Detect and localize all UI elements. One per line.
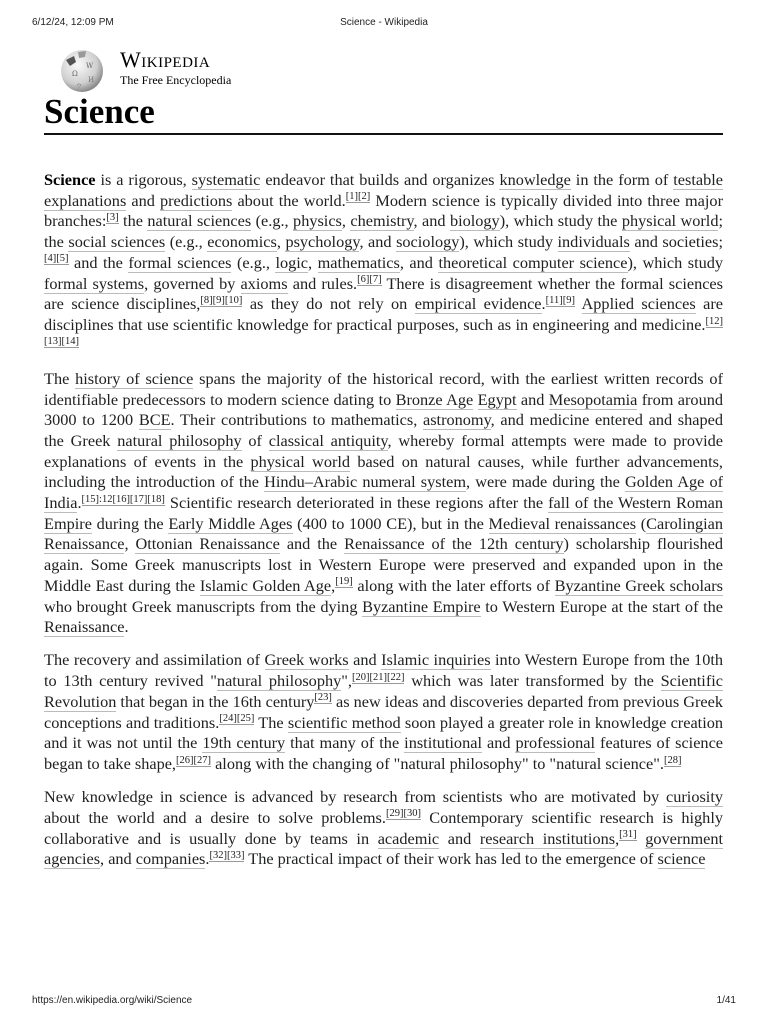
text: , governed by bbox=[144, 273, 241, 293]
text: (e.g., bbox=[251, 211, 294, 231]
text: as new ideas and discoveries departed from previous Greek conceptions and traditions. bbox=[44, 691, 723, 732]
text: (e.g., bbox=[231, 252, 276, 272]
article-link[interactable]: Carolingian Renaissance bbox=[44, 513, 723, 554]
article-link[interactable]: individuals bbox=[557, 232, 630, 252]
citation-link[interactable]: [19] bbox=[335, 576, 353, 588]
paragraph bbox=[44, 170, 723, 356]
citation-ref bbox=[82, 494, 165, 506]
article-link[interactable]: science bbox=[657, 849, 706, 869]
text: the bbox=[118, 211, 148, 231]
citation-ref bbox=[219, 713, 254, 725]
text: and rules. bbox=[287, 273, 358, 293]
text: and bbox=[439, 828, 480, 848]
article-body bbox=[44, 170, 723, 910]
text: along with the changing of "natural philosophy" to "natural science". bbox=[211, 753, 664, 773]
text bbox=[637, 829, 646, 848]
article-link[interactable]: psychology bbox=[285, 232, 360, 252]
paragraph bbox=[44, 787, 723, 870]
text: . bbox=[541, 294, 546, 314]
article-link[interactable]: Ottonian Renaissance bbox=[135, 534, 280, 554]
text: . bbox=[124, 617, 129, 637]
wikipedia-globe-logo-icon[interactable] bbox=[60, 46, 104, 94]
article-link[interactable]: professional bbox=[515, 733, 596, 753]
text: There is disagreement whether the formal sciences are science disciplines, bbox=[44, 273, 723, 314]
article-link[interactable]: astronomy bbox=[422, 410, 491, 430]
text: soon played a greater role in knowledge creation and it was not until the bbox=[44, 712, 723, 753]
article-link[interactable]: companies bbox=[135, 849, 206, 869]
text: of bbox=[241, 430, 269, 450]
svg-text:ウ: ウ bbox=[76, 83, 83, 90]
text: . bbox=[77, 493, 82, 513]
citation-ref bbox=[314, 692, 332, 704]
text: ), which study bbox=[459, 232, 558, 252]
citation-link[interactable]: [6][7] bbox=[357, 274, 382, 286]
citation-ref bbox=[619, 829, 637, 841]
article-link[interactable]: Golden Age of India bbox=[44, 472, 723, 513]
text: Contemporary scientific research is highly collaborative and is usually done by teams in bbox=[44, 807, 723, 848]
paragraph bbox=[44, 650, 723, 774]
text: . bbox=[205, 849, 210, 869]
svg-text:W: W bbox=[86, 62, 94, 70]
text: is a rigorous, bbox=[95, 170, 192, 189]
citation-ref bbox=[386, 808, 421, 820]
article-link[interactable]: Greek works bbox=[264, 650, 349, 670]
article-link[interactable]: Scientific Revolution bbox=[44, 671, 723, 711]
article-link[interactable]: curiosity bbox=[666, 787, 723, 807]
article-link[interactable]: Hindu–Arabic numeral system bbox=[264, 472, 467, 492]
article-link[interactable]: physical world bbox=[621, 211, 719, 231]
text: ), which study bbox=[627, 252, 723, 272]
article-link[interactable]: Mesopotamia bbox=[548, 389, 638, 409]
text: , bbox=[331, 575, 336, 595]
article-link[interactable]: academic bbox=[377, 828, 440, 848]
article-link[interactable]: predictions bbox=[160, 190, 233, 210]
text: about the world. bbox=[232, 190, 346, 210]
text: , and bbox=[359, 232, 397, 252]
citation-link[interactable]: [20][21][22] bbox=[351, 671, 405, 683]
text: and societies; bbox=[629, 232, 723, 252]
article-link[interactable]: Early Middle Ages bbox=[168, 513, 293, 533]
citation-link[interactable]: [11][9] bbox=[545, 294, 575, 306]
citation-ref bbox=[352, 672, 404, 684]
text: (400 to 1000 CE), but in the bbox=[292, 513, 489, 533]
text: during the bbox=[91, 513, 169, 533]
svg-text:И: И bbox=[88, 76, 95, 84]
article-link[interactable]: biology bbox=[449, 211, 500, 231]
citation-ref bbox=[357, 274, 382, 286]
article-link[interactable]: 19th century bbox=[202, 733, 286, 753]
article-link[interactable]: theoretical computer science bbox=[438, 252, 628, 272]
text: . Their contributions to mathematics, bbox=[170, 410, 423, 430]
text: about the world and a desire to solve problems. bbox=[44, 807, 386, 827]
text: and bbox=[126, 190, 160, 210]
article-link[interactable]: Medieval renaissances bbox=[488, 513, 637, 533]
text: and the bbox=[279, 534, 345, 554]
article-link[interactable]: social sciences bbox=[68, 232, 166, 252]
text: , bbox=[615, 828, 620, 848]
text: The practical impact of their work has led to the emergence of bbox=[244, 849, 658, 869]
text: and bbox=[481, 733, 516, 753]
text: along with the later efforts of bbox=[352, 575, 555, 595]
article-link[interactable]: Renaissance bbox=[44, 617, 125, 637]
text: and the bbox=[68, 252, 129, 272]
article-link[interactable]: mathematics bbox=[317, 252, 400, 272]
citation-link[interactable]: [28] bbox=[663, 754, 682, 766]
citation-link[interactable]: [15]:12[16][17][18] bbox=[81, 493, 165, 505]
text bbox=[575, 294, 582, 313]
text bbox=[473, 390, 477, 409]
text: (e.g., bbox=[165, 232, 208, 252]
citation-link[interactable]: [31] bbox=[619, 829, 637, 841]
citation-ref bbox=[546, 295, 575, 307]
article-link[interactable]: testable bbox=[673, 170, 723, 189]
article-link[interactable]: systematic bbox=[191, 170, 261, 189]
citation-link[interactable]: [29][30] bbox=[385, 808, 421, 820]
citation-link[interactable]: [4][5] bbox=[44, 253, 69, 265]
article-link[interactable]: classical antiquity bbox=[268, 430, 388, 450]
citation-ref bbox=[44, 253, 69, 265]
text: and bbox=[348, 650, 382, 670]
title-divider bbox=[44, 133, 723, 135]
citation-link[interactable]: [3] bbox=[106, 211, 119, 223]
text: ), which study the bbox=[499, 211, 622, 231]
text: , and bbox=[413, 211, 450, 231]
text: spans the majority of the historical record, with the earliest written records of identifiable predecessors to modern science dating to bbox=[44, 368, 723, 409]
article-link[interactable]: scientific method bbox=[287, 712, 401, 732]
article-link[interactable]: Byzantine Greek scholars bbox=[554, 575, 723, 595]
citation-link[interactable]: [24][25] bbox=[219, 713, 255, 725]
text: and bbox=[516, 389, 549, 409]
article-link[interactable]: Applied sciences bbox=[581, 294, 696, 314]
paragraph bbox=[44, 369, 723, 638]
text: are disciplines that use scientific knowledge for practical purposes, such as in engineering and medicine. bbox=[44, 294, 723, 334]
article-link[interactable]: Egypt bbox=[477, 389, 517, 409]
text: ; the bbox=[44, 211, 723, 252]
citation-ref bbox=[346, 191, 371, 203]
article-link[interactable]: physics bbox=[293, 211, 342, 231]
text: in the form of bbox=[570, 170, 674, 189]
citation-ref bbox=[176, 755, 211, 767]
article-link[interactable]: natural philosophy bbox=[117, 430, 242, 450]
bold-term: Science bbox=[44, 170, 96, 189]
text: , bbox=[341, 211, 351, 231]
text: , were made during the bbox=[466, 472, 626, 492]
wordmark-text: Wikipedia bbox=[120, 47, 211, 72]
text: Scientific research deteriorated in these regions after the bbox=[164, 493, 549, 513]
text: , and medicine entered and shaped the Greek bbox=[44, 410, 723, 450]
text: The bbox=[254, 712, 288, 732]
print-date: 6/12/24, 12:09 PM bbox=[32, 17, 114, 28]
text: from around 3000 to 1200 bbox=[44, 389, 723, 430]
citation-ref bbox=[209, 850, 244, 862]
article-link[interactable]: formal sciences bbox=[128, 252, 232, 272]
citation-link[interactable]: [26][27] bbox=[176, 754, 212, 766]
text: , bbox=[124, 534, 136, 554]
article-link[interactable]: economics bbox=[207, 232, 277, 252]
text: Modern science is typically divided into three major branches: bbox=[44, 190, 723, 231]
article-link[interactable]: axioms bbox=[240, 273, 288, 293]
article-link[interactable]: knowledge bbox=[499, 170, 571, 189]
text: The bbox=[44, 368, 76, 388]
text: New knowledge in science is advanced by research from scientists who are motivated by bbox=[44, 787, 667, 807]
page-title: Science bbox=[44, 92, 155, 131]
article-link[interactable]: natural sciences bbox=[147, 211, 252, 231]
print-url: https://en.wikipedia.org/wiki/Science bbox=[32, 995, 193, 1006]
article-link[interactable]: sociology bbox=[396, 232, 460, 252]
article-link[interactable]: Renaissance of the 12th century bbox=[344, 534, 564, 554]
citation-link[interactable]: [1][2] bbox=[345, 191, 371, 203]
article-link[interactable]: explanations bbox=[44, 190, 127, 210]
article-link[interactable]: formal systems bbox=[44, 273, 145, 293]
text: ( bbox=[636, 513, 647, 533]
print-page-title: Science - Wikipedia bbox=[340, 17, 428, 28]
text: , and bbox=[399, 252, 439, 272]
text: based on natural causes, while further advancements, including the introduction of the bbox=[44, 451, 723, 492]
text: , whereby formal attempts were made to provide explanations of events in the bbox=[44, 430, 723, 471]
citation-ref bbox=[200, 295, 242, 307]
article-link[interactable]: institutional bbox=[404, 733, 482, 753]
article-link[interactable]: chemistry bbox=[350, 211, 414, 231]
text: to Western Europe at the start of the bbox=[480, 596, 723, 616]
citation-link[interactable]: [32][33] bbox=[209, 849, 245, 861]
text: ) scholarship flourished again. Some Greek manuscripts lost in Western Europe were preserved and expanded upon in the Middle East during the bbox=[44, 534, 723, 595]
article-link[interactable]: natural philosophy bbox=[216, 671, 342, 691]
citation-ref bbox=[335, 576, 353, 588]
citation-link[interactable]: [8][9][10] bbox=[200, 294, 243, 306]
wordmark-tagline: The Free Encyclopedia bbox=[120, 73, 232, 87]
article-link[interactable]: fall of the Western Roman Empire bbox=[44, 493, 723, 533]
article-link[interactable]: empirical evidence bbox=[414, 294, 542, 314]
article-link[interactable]: Islamic Golden Age bbox=[199, 575, 332, 595]
text: features of science began to take shape, bbox=[44, 733, 723, 773]
text: endeavor that builds and organizes bbox=[260, 170, 500, 189]
citation-link[interactable]: [23] bbox=[314, 692, 332, 704]
text: that began in the 16th century bbox=[116, 691, 315, 711]
article-link[interactable]: research institutions bbox=[479, 828, 616, 848]
article-link[interactable]: logic bbox=[275, 252, 309, 272]
article-link[interactable]: Byzantine Empire bbox=[362, 596, 481, 616]
text: The recovery and assimilation of bbox=[44, 650, 265, 670]
text: into Western Europe from the 10th to 13th century revived " bbox=[44, 650, 723, 691]
article-link[interactable]: Bronze Age bbox=[395, 389, 474, 409]
text: , bbox=[276, 232, 286, 252]
citation-ref bbox=[664, 755, 682, 767]
text: , bbox=[308, 252, 318, 272]
article-link[interactable]: Islamic inquiries bbox=[381, 650, 491, 670]
text: who brought Greek manuscripts from the dying bbox=[44, 596, 363, 616]
article-link[interactable]: BCE bbox=[138, 410, 171, 430]
wikipedia-wordmark[interactable] bbox=[120, 49, 231, 87]
text: that many of the bbox=[285, 733, 405, 753]
citation-ref bbox=[106, 212, 118, 224]
article-link[interactable]: physical world bbox=[250, 451, 351, 471]
article-link[interactable]: history of science bbox=[75, 368, 194, 388]
citation-link[interactable]: [12][13][14] bbox=[44, 315, 723, 348]
text: as they do not rely on bbox=[242, 294, 415, 314]
svg-text:Ω: Ω bbox=[72, 70, 78, 78]
text: which was later transformed by the bbox=[404, 671, 661, 691]
print-page-number: 1/41 bbox=[716, 995, 736, 1006]
article-link[interactable]: government agencies bbox=[44, 828, 723, 869]
text: ", bbox=[341, 671, 352, 691]
text: , and bbox=[100, 849, 136, 869]
